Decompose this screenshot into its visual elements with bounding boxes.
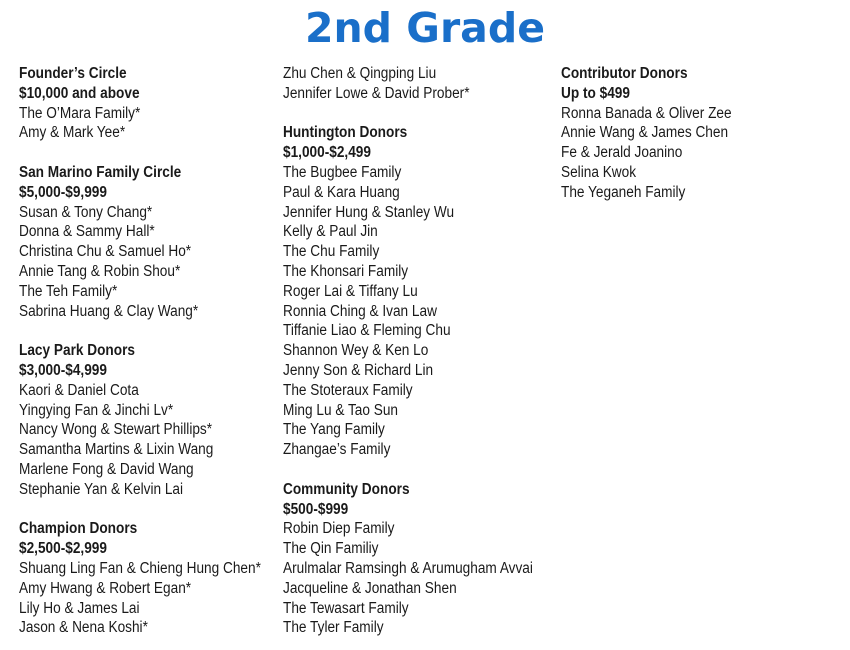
donor-name: Tiffanie Liao & Fleming Chu (283, 322, 451, 340)
donor-name: Jenny Son & Richard Lin (283, 361, 434, 379)
donor-name: Sabrina Huang & Clay Wang* (19, 302, 199, 320)
donor-name: Paul & Kara Huang (283, 183, 400, 201)
donor-name: Roger Lai & Tiffany Lu (283, 282, 418, 300)
group-range: $3,000-$4,999 (19, 361, 107, 379)
group-name: Community Donors (283, 480, 410, 498)
donor-list (561, 104, 732, 203)
donor-column-1 (19, 64, 261, 638)
donor-column-3 (561, 64, 732, 203)
donor-name: Samantha Martins & Lixin Wang (19, 441, 214, 459)
donor-list (283, 64, 533, 104)
donor-name: Amy & Mark Yee* (19, 124, 126, 142)
group-name: Champion Donors (19, 520, 138, 538)
donor-name: The Khonsari Family (283, 262, 409, 280)
donor-group (19, 64, 261, 143)
donor-name: The Teh Family* (19, 282, 118, 300)
donor-name: The Chu Family (283, 243, 380, 261)
donor-name: Marlene Fong & David Wang (19, 460, 194, 478)
donor-group (19, 341, 261, 499)
donor-list (283, 163, 533, 460)
donor-name: Selina Kwok (561, 163, 637, 181)
group-range: $500-$999 (283, 500, 349, 518)
donor-name: Zhangae’s Family (283, 441, 391, 459)
donor-group (19, 163, 261, 321)
donor-name: The Tyler Family (283, 619, 384, 637)
donor-name: Annie Wang & James Chen (561, 124, 729, 142)
donor-name: Fe & Jerald Joanino (561, 144, 683, 162)
group-range: Up to $499 (561, 84, 630, 102)
donor-column-2 (283, 64, 533, 638)
donor-list (19, 203, 261, 322)
page-title: 2nd Grade (304, 4, 546, 52)
donor-group (561, 64, 732, 203)
donor-group (283, 480, 533, 638)
donor-name: Kaori & Daniel Cota (19, 381, 139, 399)
group-name: Founder’s Circle (19, 65, 127, 82)
donor-name: Lily Ho & James Lai (19, 599, 140, 617)
donor-name: Nancy Wong & Stewart Phillips* (19, 421, 213, 439)
donor-name: Zhu Chen & Qingping Liu (283, 65, 437, 82)
donor-name: Jacqueline & Jonathan Shen (283, 579, 457, 597)
donor-list (19, 381, 261, 500)
donor-group (19, 519, 261, 638)
donor-name: Susan & Tony Chang* (19, 203, 153, 221)
donor-name: The Bugbee Family (283, 163, 402, 181)
donor-name: Shannon Wey & Ken Lo (283, 342, 429, 360)
donor-name: Shuang Ling Fan & Chieng Hung Chen* (19, 559, 261, 577)
donor-list (19, 104, 261, 144)
group-name: San Marino Family Circle (19, 163, 182, 181)
donor-name: Amy Hwang & Robert Egan* (19, 579, 192, 597)
donor-name: The Yang Family (283, 421, 385, 439)
donor-name: Jennifer Hung & Stanley Wu (283, 203, 455, 221)
group-range: $1,000-$2,499 (283, 144, 371, 162)
donor-name: Kelly & Paul Jin (283, 223, 378, 241)
group-name: Contributor Donors (561, 65, 688, 82)
donor-name: Robin Diep Family (283, 520, 395, 538)
donor-name: Annie Tang & Robin Shou* (19, 262, 181, 280)
donor-name: The Stoteraux Family (283, 381, 413, 399)
donor-name: The Tewasart Family (283, 599, 409, 617)
donor-name: Ronna Banada & Oliver Zee (561, 104, 732, 122)
donor-list (19, 559, 261, 638)
donor-name: Jennifer Lowe & David Prober* (283, 84, 470, 102)
donor-group (283, 64, 533, 104)
donor-name: Ming Lu & Tao Sun (283, 401, 399, 419)
donor-name: Arulmalar Ramsingh & Arumugham Avvai (283, 559, 533, 577)
group-range: $10,000 and above (19, 84, 140, 102)
donor-name: Yingying Fan & Jinchi Lv* (19, 401, 174, 419)
group-range: $2,500-$2,999 (19, 540, 107, 558)
donor-name: Stephanie Yan & Kelvin Lai (19, 480, 184, 498)
group-name: Huntington Donors (283, 124, 408, 142)
donor-name: The Yeganeh Family (561, 183, 686, 201)
donor-name: Ronnia Ching & Ivan Law (283, 302, 437, 320)
donor-name: Christina Chu & Samuel Ho* (19, 243, 192, 261)
donor-name: Donna & Sammy Hall* (19, 223, 155, 241)
donor-list (283, 519, 533, 638)
donor-name: Jason & Nena Koshi* (19, 619, 148, 637)
donor-name: The O’Mara Family* (19, 104, 141, 122)
group-name: Lacy Park Donors (19, 342, 135, 360)
donor-group (283, 123, 533, 460)
group-range: $5,000-$9,999 (19, 183, 107, 201)
donor-name: The Qin Familiy (283, 540, 379, 558)
